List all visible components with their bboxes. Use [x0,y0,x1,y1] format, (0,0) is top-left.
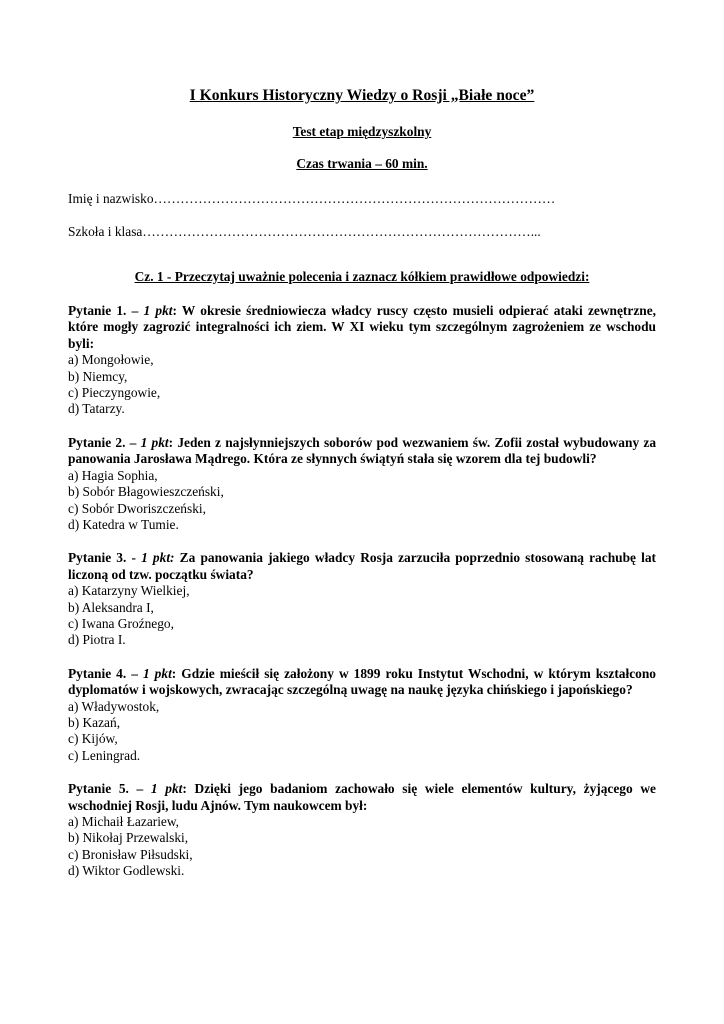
question-text [68,666,656,699]
stage-subtitle: Test etap międzyszkolny [292,124,432,139]
question-label: Pytanie 4. – [68,665,143,681]
answer-option[interactable]: c) Bronisław Piłsudski, [68,846,193,862]
question-points: 1 pkt [140,434,169,450]
question-1 [68,303,656,418]
question-points: 1 pkt [142,665,172,681]
answer-option[interactable]: c) Leningrad. [68,747,141,763]
question-label: Pytanie 5. – [68,781,151,797]
answer-list [68,583,656,649]
answer-option[interactable]: c) Iwana Groźnego, [68,615,174,631]
answer-list [68,814,656,880]
question-body: : W okresie średniowiecza władcy ruscy często musieli odpierać ataki zewnętrzne, które mogły zagrozić integralności ich ziem. W XI wieku tym szczególnym zagrożeniem ze wschodu byli: [68,303,657,351]
answer-option[interactable]: a) Mongołowie, [68,352,154,368]
question-label: Pytanie 2. – [68,434,141,450]
answer-option[interactable]: b) Sobór Błagowieszczeński, [68,484,224,500]
section-instruction: Cz. 1 - Przeczytaj uważnie polecenia i zaznacz kółkiem prawidłowe odpowiedzi: [134,268,590,284]
test-page [68,86,656,880]
answer-option[interactable]: a) Hagia Sophia, [68,467,158,483]
school-field[interactable]: Szkoła i klasa……………………………………………………………………………... [68,224,541,240]
answer-list [68,352,656,418]
question-points: 1 pkt: [141,550,175,566]
question-text [68,435,656,468]
contest-title: I Konkurs Historyczny Wiedzy o Rosji „Białe noce” [189,87,535,104]
answer-option[interactable]: a) Władywostok, [68,698,160,714]
question-body: : Jeden z najsłynniejszych soborów pod wezwaniem św. Zofii został wybudowany za panowania Jarosława Mądrego. Która ze słynnych świątyń stała się wzorem dla tej budowli? [68,434,657,467]
name-field[interactable]: Imię i nazwisko……………………………………………………………………………… [68,190,556,206]
answer-option[interactable]: c) Pieczyngowie, [68,385,161,401]
question-3 [68,550,656,648]
question-points: 1 pkt [150,781,183,797]
question-text [68,550,656,583]
answer-list [68,699,656,765]
question-label: Pytanie 1. – [68,303,144,319]
answer-option[interactable]: d) Wiktor Godlewski. [68,863,185,879]
answer-option[interactable]: b) Aleksandra I, [68,599,154,615]
question-4 [68,666,656,764]
question-points: 1 pkt [143,303,173,319]
question-5 [68,781,656,879]
answer-list [68,468,656,534]
answer-option[interactable]: d) Tatarzy. [68,401,125,417]
answer-option[interactable]: c) Kijów, [68,731,118,747]
question-body: Za panowania jakiego władcy Rosja zarzuciła poprzednio stosowaną rachubę lat liczoną od tzw. początku świata? [68,550,656,582]
answer-option[interactable]: a) Michaił Łazariew, [68,814,180,829]
question-text [68,781,656,814]
question-body: : Dzięki jego badaniom zachowało się wiele elementów kultury, żyjącego we wschodniej Rosji, ludu Ajnów. Tym naukowcem był: [68,781,656,813]
question-body: : Gdzie mieścił się założony w 1899 roku Instytut Wschodni, w którym kształcono dyplomatów i wojskowych, zwracając szczególną uwagę na naukę języka chińskiego i japońskiego? [68,665,657,698]
answer-option[interactable]: d) Piotra I. [68,632,126,648]
answer-option[interactable]: b) Niemcy, [68,368,128,384]
answer-option[interactable]: d) Katedra w Tumie. [68,516,179,532]
answer-option[interactable]: b) Nikołaj Przewalski, [68,830,189,846]
answer-option[interactable]: c) Sobór Dworiszczeński, [68,500,206,516]
answer-option[interactable]: a) Katarzyny Wielkiej, [68,583,190,599]
question-label: Pytanie 3. - [68,550,142,566]
answer-option[interactable]: b) Kazań, [68,714,121,730]
question-2 [68,435,656,533]
question-text [68,303,656,352]
duration-subtitle: Czas trwania – 60 min. [296,156,428,172]
